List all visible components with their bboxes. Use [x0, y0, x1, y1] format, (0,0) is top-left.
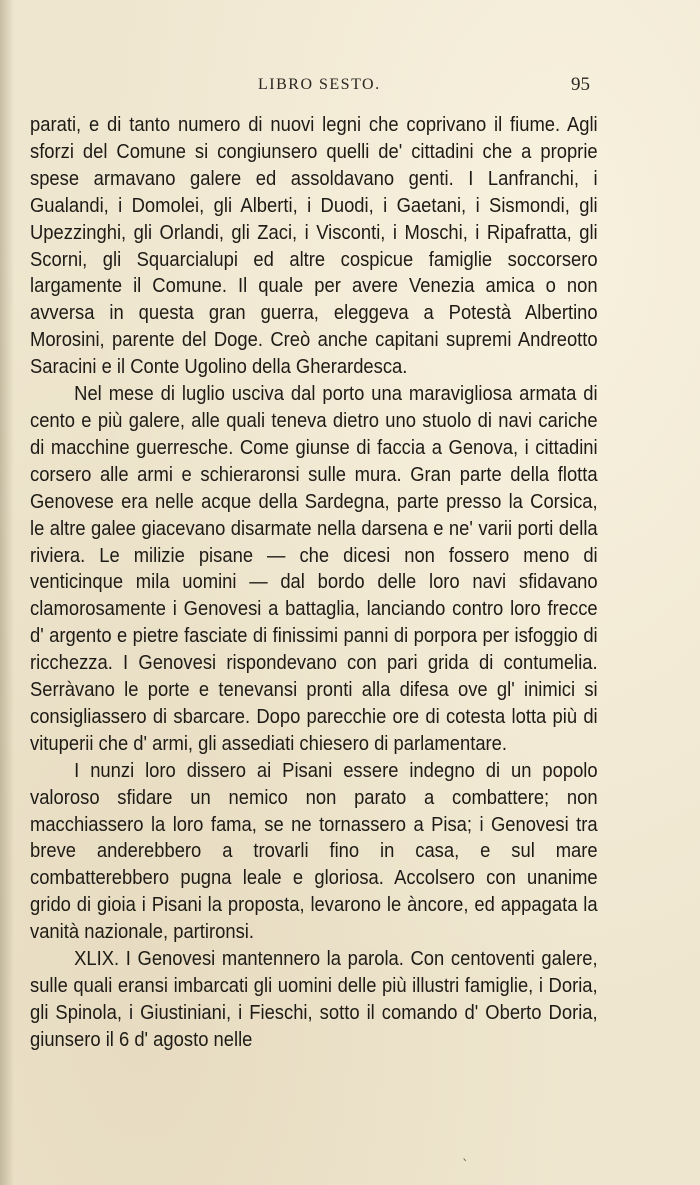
running-head: LIBRO SESTO. [258, 76, 381, 93]
printer-mark-icon: ˎ [462, 1147, 469, 1162]
paragraph-2: Nel mese di luglio usciva dal porto una maravigliosa armata di cento e più galere, alle quali teneva dietro uno stuolo di navi cariche di macchine guerresche. Come giunse di faccia a Genova, i cittadini corsero alle armi e schieraronsi sulle mura. Gran parte della flotta Genovese era nelle acque della Sardegna, parte presso la Corsica, le altre galee giacevano disarmate nella darsena e ne' varii porti della riviera. Le milizie pisane — che dicesi non fossero meno di venticinque mila uomini — dal bordo delle loro navi sfidavano clamorosamente i Genovesi a battaglia, lanciando contro loro frecce d' argento e pietre fasciate di finissimi panni di porpora per isfoggio di ricchezza. I Genovesi rispondevano con pari grida di contumelia. Serràvano le porte e tenevansi pronti alla difesa ove gl' inimici si consigliassero di sbarcare. Dopo parecchie ore di cotesta lotta più di vituperii che d' armi, gli assediati chiesero di parlamentare. [30, 383, 598, 755]
paragraph-3: I nunzi loro dissero ai Pisani essere indegno di un popolo valoroso sfidare un nemico non parato a combattere; non macchiassero la loro fama, se ne tornassero a Pisa; i Genovesi tra breve anderebbero a trovarli fino in casa, e sul mare combatterebbero pugna leale e gloriosa. Accolsero con unanime grido di gioia i Pisani la proposta, levarono le àncore, ed appagata la vanità nazionale, partironsi. [30, 759, 598, 944]
page-header [0, 74, 700, 104]
paragraph-4: XLIX. I Genovesi mantennero la parola. Con centoventi galere, sulle quali eransi imbarcati gli uomini delle più illustri famiglie, i Doria, gli Spinola, i Giustiniani, i Fieschi, sotto il comando d' Oberto Doria, giunsero il 6 d' agosto nelle [30, 948, 598, 1051]
page-gutter-shadow [0, 0, 14, 1185]
paragraph-1: parati, e di tanto numero di nuovi legni che coprivano il fiume. Agli sforzi del Comune si congiunsero quelli de' cittadini che a proprie spese armavano galere ed assoldavano genti. I Lanfranchi, i Gualandi, i Domolei, gli Alberti, i Duodi, i Gaetani, i Sismondi, gli Upezzinghi, gli Orlandi, gli Zaci, i Visconti, i Moschi, i Ripafratta, gli Scorni, gli Squarcialupi ed altre cospicue famiglie soccorsero largamente il Comune. Il quale per avere Venezia amica o non avversa in questa gran guerra, eleggeva a Potestà Albertino Morosini, parente del Doge. Creò anche capitani supremi Andreotto Saracini e il Conte Ugolino della Gherardesca. [30, 114, 598, 379]
page-number: 95 [571, 74, 590, 95]
body-text [30, 112, 598, 1054]
